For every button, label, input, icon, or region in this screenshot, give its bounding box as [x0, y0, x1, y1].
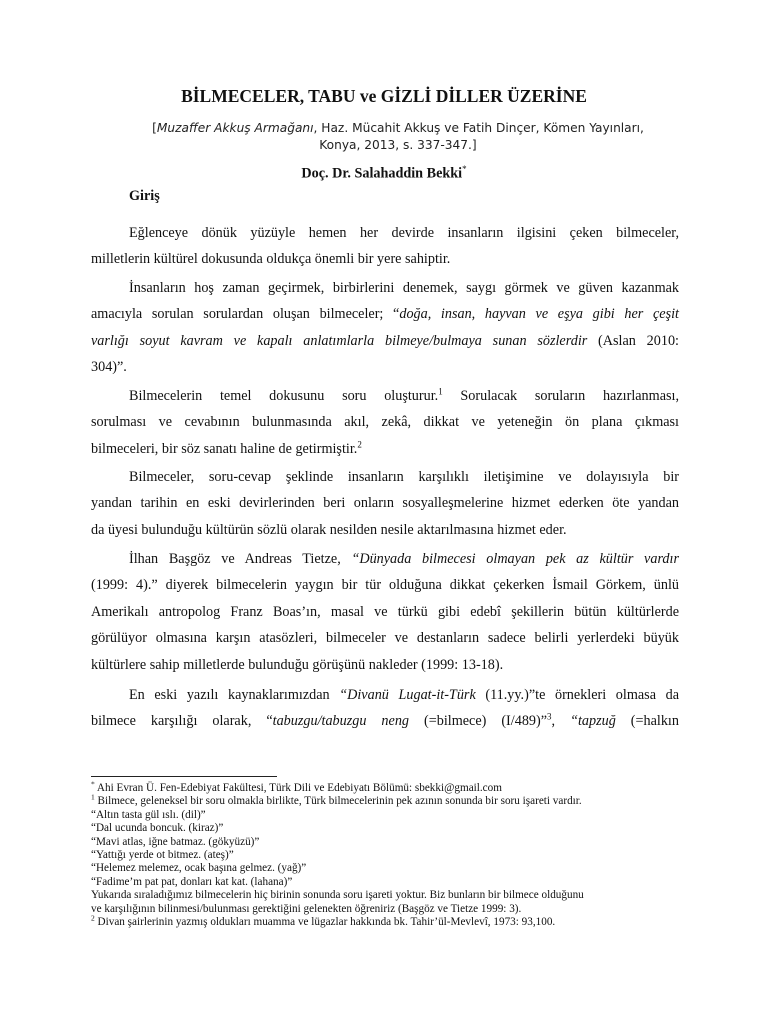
- paragraph-line: kültürlere sahip milletlerde bulunduğu görüşünü nakleder (1999: 13-18).: [91, 656, 504, 673]
- riddle-example: “Dal ucunda boncuk. (kiraz)”: [91, 822, 224, 835]
- paragraph-5: [91, 546, 679, 678]
- riddle-example: “Helemez melemez, ocak başına gelmez. (yağ)”: [91, 862, 307, 875]
- paragraph-line: [91, 682, 679, 708]
- text-run: (=halkın: [615, 713, 679, 730]
- paragraph-4: [91, 464, 679, 543]
- paragraph-line: Amerikalı antropolog Franz Boas’ın, masal ve türkü gibi edebî şekillerin bütün kültürlerde: [91, 603, 679, 620]
- footnote-mark: 2: [91, 913, 95, 923]
- citation-publication: Konya, 2013, s. 337-347.]: [319, 138, 477, 152]
- paragraph-line: görülüyor olmasına karşın atasözleri, bilmeceler ve destanların sadece belirli yerlerdeki büyük: [91, 630, 679, 647]
- term-italic: tabuzgu/tabuzgu neng: [272, 713, 410, 730]
- citation-details: , Haz. Mücahit Akkuş ve Fatih Dinçer, Kömen Yayınları,: [313, 121, 644, 135]
- footnote-1-continued: ve karşılığının bilinmesi/bulunması gerektiğini gelenekten öğreniriz (Başgöz ve Tietze 1999: 3).: [91, 902, 522, 915]
- paragraph-line: da üyesi bulunduğu kültürün sözlü olarak nesilden nesile aktarılmasına hizmet eder.: [91, 521, 567, 538]
- paragraph-line: İnsanların hoş zaman geçirmek, birbirlerini denemek, saygı görmek ve güven kazanmak: [129, 280, 679, 296]
- footnote-author: [91, 779, 691, 795]
- footnote-mark: 1: [91, 792, 95, 802]
- paragraph-line: [91, 436, 679, 462]
- paragraph-line: [91, 708, 679, 734]
- footnote-ref-1[interactable]: 1: [438, 386, 443, 397]
- section-heading-giris: Giriş: [129, 188, 160, 204]
- riddle-example: “Fadime’m pat pat, donları kat kat. (lahana)”: [91, 875, 293, 888]
- author-name: Doç. Dr. Salahaddin Bekki: [301, 165, 463, 182]
- text-run: bilmeceleri, bir söz sanatı haline de getirmiştir.: [91, 440, 358, 457]
- footnotes: [91, 779, 691, 929]
- text-run: amacıyla sorulan sorulardan oluşan bilmeceler; “: [91, 306, 400, 323]
- footnote-ref-3[interactable]: 3: [547, 711, 552, 722]
- citation-book-title: Muzaffer Akkuş Armağanı: [156, 121, 314, 135]
- footnote-mark: *: [91, 779, 95, 789]
- paragraph-line: sorulması ve cevabının bulunmasında akıl, zekâ, dikkat ve yeteneğin ön plana çıkması: [91, 414, 679, 431]
- text-run: bilmece karşılığı olarak, “: [91, 713, 273, 730]
- footnote-text: Bilmece, geleneksel bir soru olmakla birlikte, Türk bilmecelerinin pek azının sonunda bir soru işareti vardır.: [94, 795, 582, 808]
- paragraph-line: milletlerin kültürel dokusunda oldukça önemli bir yere sahiptir.: [91, 251, 451, 268]
- paragraph-line: [91, 301, 679, 327]
- text-run: İlhan Başgöz ve Andreas Tietze,: [129, 551, 352, 567]
- paragraph-line: yandan tarihin en eski devirlerinden beri onların sosyalleşmelerine hizmet ederken öte yandan: [91, 495, 679, 512]
- text-run: (11.yy.)”te örnekleri olmasa da: [475, 687, 679, 703]
- text-run: ,: [551, 713, 571, 730]
- footnote-ref-2[interactable]: 2: [357, 439, 362, 450]
- text-run: En eski yazılı kaynaklarımızdan: [129, 687, 340, 703]
- term-italic: “tapzuğ: [570, 713, 616, 730]
- citation: [118, 120, 678, 154]
- text-run: Sorulacak soruların hazırlanması,: [442, 388, 679, 404]
- riddle-example: “Yattığı yerde ot bitmez. (ateş)”: [91, 849, 234, 862]
- author-line: [0, 164, 768, 183]
- text-run: Bilmecelerin temel dokusunu soru oluşturur.: [129, 388, 439, 404]
- paragraph-line: Bilmeceler, soru-cevap şeklinde insanların karşılıklı iletişimine ve dolayısıyla bir: [129, 469, 679, 485]
- paragraph-6: [91, 682, 679, 735]
- footnote-separator: [91, 776, 277, 777]
- quoted-definition: doğa, insan, hayvan ve eşya gibi her çeşit: [399, 306, 679, 323]
- text-run: (Aslan 2010:: [587, 332, 679, 349]
- citation-open-bracket: [: [152, 121, 157, 135]
- text-run: (=bilmece) (I/489)”: [409, 713, 548, 730]
- paragraph-line: Eğlenceye dönük yüzüyle hemen her devirde insanların ilgisini çeken bilmeceler,: [129, 225, 679, 241]
- paragraph-line: [91, 328, 679, 354]
- footnote-text: Divan şairlerinin yazmış oldukları muamma ve lügazlar hakkında bk. Tahir’ül-Mevlevî, 1973: 93,100.: [94, 916, 556, 929]
- footnote-1: [91, 792, 691, 808]
- footnote-text: Ahi Evran Ü. Fen-Edebiyat Fakültesi, Türk Dili ve Edebiyatı Bölümü: sbekki@gmail.com: [94, 782, 502, 794]
- paragraph-line: [91, 546, 679, 572]
- footnote-1-continued: Yukarıda sıraladığımız bilmecelerin hiç birinin sonunda soru işareti yoktur. Biz bunların bir bilmece olduğunu: [91, 889, 584, 902]
- quoted-definition: varlığı soyut kavram ve kapalı anlatımlarla bilmeye/bulmaya sunan sözlerdir: [91, 332, 588, 349]
- riddle-example: “Mavi atlas, iğne batmaz. (gökyüzü)”: [91, 835, 260, 848]
- footnote-2: [91, 913, 691, 929]
- paragraph-2: [91, 275, 679, 381]
- author-footnote-mark: *: [462, 164, 467, 174]
- paragraph-line: 304)”.: [91, 359, 127, 376]
- paragraph-3: [91, 383, 679, 462]
- document-title: BİLMECELER, TABU ve GİZLİ DİLLER ÜZERİNE: [181, 86, 587, 106]
- work-title: “Divanü Lugat-it-Türk: [339, 687, 476, 703]
- riddle-example: “Altın tasta gül ıslı. (dil)”: [91, 808, 206, 821]
- paragraph-line: [91, 383, 679, 409]
- quoted-text: “Dünyada bilmecesi olmayan pek az kültür vardır: [351, 551, 679, 567]
- paragraph-1: [91, 220, 679, 273]
- paragraph-line: (1999: 4).” diyerek bilmecelerin yaygın bir tür olduğuna dikkat çekerken İsmail Görkem, ünlü: [91, 577, 679, 594]
